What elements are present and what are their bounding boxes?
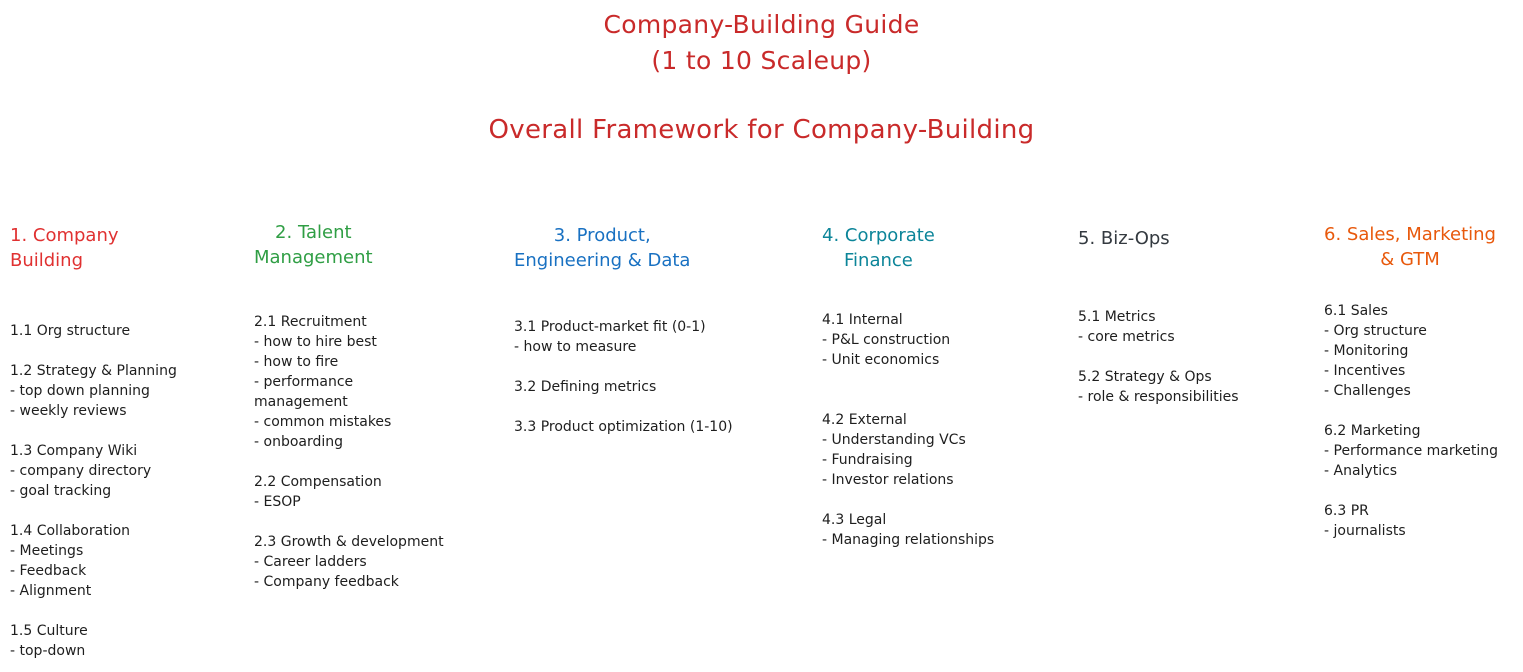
sub-item: - top down planning	[10, 383, 150, 399]
column-heading-line: 1. Company	[10, 225, 119, 246]
column-heading-line: Finance	[844, 250, 913, 271]
sub-item: - Alignment	[10, 583, 92, 599]
sub-item: - Fundraising	[822, 452, 913, 468]
column-heading-product-engineering-data	[514, 223, 690, 273]
section-item: 1.1 Org structure	[10, 323, 131, 339]
section-item: 1.5 Culture	[10, 623, 88, 639]
column-heading-line: 5. Biz-Ops	[1078, 228, 1170, 249]
sub-item: - how to fire	[254, 354, 339, 370]
column-heading-company-building	[10, 223, 119, 273]
section-item: 3.1 Product-market fit (0-1)	[514, 319, 706, 335]
column-heading-biz-ops	[1078, 226, 1170, 251]
sub-item: - journalists	[1324, 523, 1406, 539]
sub-item: - ESOP	[254, 494, 301, 510]
item-spacer	[10, 421, 177, 441]
sub-item: - Company feedback	[254, 574, 399, 590]
page-title: Company-Building Guide	[603, 10, 920, 39]
sub-item: - Unit economics	[822, 352, 940, 368]
item-spacer	[822, 490, 994, 510]
item-spacer	[822, 390, 994, 410]
section-item: 2.1 Recruitment	[254, 314, 367, 330]
sub-item: - Managing relationships	[822, 532, 995, 548]
sub-item: - P&L construction	[822, 332, 951, 348]
item-spacer	[514, 397, 733, 417]
column-heading-line: & GTM	[1380, 249, 1440, 270]
sub-item: - Incentives	[1324, 363, 1406, 379]
column-items-sales-marketing-gtm	[1324, 301, 1498, 541]
item-spacer	[1324, 401, 1498, 421]
section-item: 1.2 Strategy & Planning	[10, 363, 177, 379]
column-items-product-engineering-data	[514, 317, 733, 437]
item-spacer	[1324, 481, 1498, 501]
sub-item-continuation: management	[254, 394, 348, 410]
column-heading-line: Engineering & Data	[514, 250, 691, 271]
sub-item: - how to hire best	[254, 334, 377, 350]
sub-item: - role & responsibilities	[1078, 389, 1239, 405]
sub-item: - Monitoring	[1324, 343, 1409, 359]
sub-item: - Challenges	[1324, 383, 1411, 399]
section-item: 2.3 Growth & development	[254, 534, 444, 550]
column-heading-line: 2. Talent	[275, 222, 352, 243]
framework-subtitle: Overall Framework for Company-Building	[488, 115, 1035, 145]
column-heading-sales-marketing-gtm	[1324, 222, 1496, 272]
column-heading-talent-management	[254, 220, 373, 270]
item-spacer	[1078, 347, 1239, 367]
column-heading-line: 3. Product,	[553, 225, 651, 246]
item-spacer	[514, 357, 733, 377]
section-item: 1.4 Collaboration	[10, 523, 131, 539]
item-spacer	[822, 370, 994, 390]
sub-item: - company directory	[10, 463, 152, 479]
item-spacer	[254, 452, 444, 472]
sub-item: - core metrics	[1078, 329, 1175, 345]
section-item: 4.3 Legal	[822, 512, 887, 528]
sub-item: - Org structure	[1324, 323, 1427, 339]
section-item: 5.2 Strategy & Ops	[1078, 369, 1212, 385]
sub-item: - Career ladders	[254, 554, 367, 570]
section-item: 6.1 Sales	[1324, 303, 1388, 319]
sub-item: - top-down	[10, 643, 86, 659]
column-items-talent-management	[254, 312, 444, 592]
section-item: 3.3 Product optimization (1-10)	[514, 419, 733, 435]
page-title-line-2: (1 to 10 Scaleup)	[651, 46, 872, 75]
column-items-biz-ops	[1078, 307, 1239, 407]
item-spacer	[254, 512, 444, 532]
sub-item: - Understanding VCs	[822, 432, 966, 448]
sub-item: - how to measure	[514, 339, 637, 355]
section-item: 1.3 Company Wiki	[10, 443, 138, 459]
sub-item: - Investor relations	[822, 472, 954, 488]
section-item: 5.1 Metrics	[1078, 309, 1156, 325]
column-heading-line: 6. Sales, Marketing	[1324, 224, 1496, 245]
item-spacer	[10, 601, 177, 621]
sub-item: - Analytics	[1324, 463, 1398, 479]
sub-item: - performance	[254, 374, 354, 390]
section-item: 3.2 Defining metrics	[514, 379, 657, 395]
column-heading-line: Management	[254, 247, 373, 268]
column-heading-line: 4. Corporate	[822, 225, 935, 246]
sub-item: - goal tracking	[10, 483, 112, 499]
item-spacer	[10, 501, 177, 521]
column-heading-corporate-finance	[822, 223, 935, 273]
sub-item: - Meetings	[10, 543, 84, 559]
section-item: 4.2 External	[822, 412, 907, 428]
sub-item: - onboarding	[254, 434, 344, 450]
section-item: 2.2 Compensation	[254, 474, 382, 490]
sub-item: - Performance marketing	[1324, 443, 1499, 459]
column-heading-line: Building	[10, 250, 84, 271]
section-item: 4.1 Internal	[822, 312, 903, 328]
sub-item: - common mistakes	[254, 414, 392, 430]
item-spacer	[10, 341, 177, 361]
sub-item: - weekly reviews	[10, 403, 127, 419]
sub-item: - Feedback	[10, 563, 87, 579]
section-item: 6.2 Marketing	[1324, 423, 1421, 439]
column-items-corporate-finance	[822, 310, 994, 550]
column-items-company-building	[10, 321, 177, 661]
section-item: 6.3 PR	[1324, 503, 1369, 519]
